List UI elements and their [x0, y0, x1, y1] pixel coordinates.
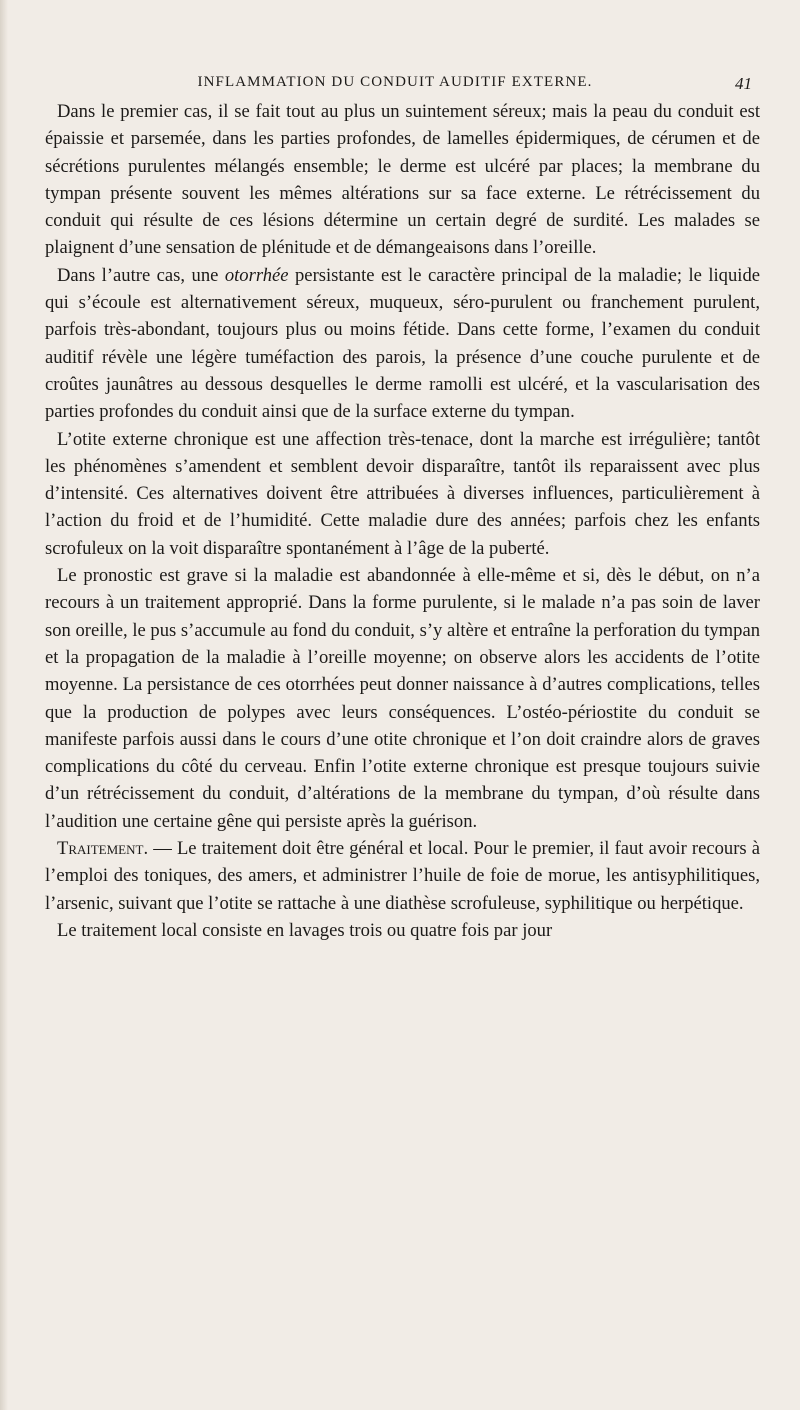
running-head: INFLAMMATION DU CONDUIT AUDITIF EXTERNE. [197, 74, 593, 90]
paragraph-6 [45, 917, 760, 944]
paragraph-text: Le traitement local consiste en lavages trois ou quatre fois par jour [57, 919, 553, 941]
paragraph-text-rest: persistante est le caractère principal de la maladie; le liquide qui s’écoule est alternativement séreux, muqueux, séro-purulent ou franchement purulent, parfois très-abondant, toujours plus ou moins fétide. Dans cette forme, l’examen du conduit auditif révèle une légère tuméfaction des parois, la présence d’une couche purulente et de croûtes jaunâtres au dessous desquelles le derme ramolli est ulcéré, et la vascularisation des parties profondes du conduit ainsi que de la surface externe du tympan. [45, 264, 760, 423]
paragraph-text-rest: — Le traitement doit être général et local. Pour le premier, il faut avoir recours à l’emploi des toniques, des amers, et administrer l’huile de foie de morue, les antisyphilitiques, l’arsenic, suivant que l’otite se rattache à une diathèse scrofuleuse, syphilitique ou herpétique. [45, 838, 760, 914]
section-lead-traitement: Traitement. [57, 838, 149, 860]
paragraph-text: L’otite externe chronique est une affection très-tenace, dont la marche est irrégulière; tantôt les phénomènes s’amendent et semblent devoir disparaître, tantôt ils reparaissent avec plus d’intensité. Ces alternatives doivent être attribuées à diverses influences, particulièrement à l’action du froid et de l’humidité. Cette maladie dure des années; parfois chez les enfants scrofuleux on la voit disparaître spontanément à l’âge de la puberté. [45, 428, 760, 559]
paragraph-1 [45, 98, 760, 262]
paragraph-3 [45, 426, 760, 562]
page-header [88, 74, 752, 100]
paragraph-2 [45, 262, 760, 426]
paragraph-4 [45, 562, 760, 835]
body-text [45, 98, 760, 944]
paragraph-text-start: Dans l’autre cas, une [57, 264, 225, 286]
page-spine-shadow [0, 0, 8, 1410]
paragraph-text: Dans le premier cas, il se fait tout au plus un suintement séreux; mais la peau du conduit est épaissie et parsemée, dans les parties profondes, de lamelles épidermiques, de cérumen et de sécrétions purulentes mélangés ensemble; le derme est ulcéré par places; la membrane du tympan présente souvent les mêmes altérations sur sa face externe. Le rétrécissement du conduit qui résulte de ces lésions détermine un certain degré de surdité. Les malades se plaignent d’une sensation de plénitude et de démangeaisons dans l’oreille. [45, 101, 760, 259]
italic-term-otorrhee: otorrhée [224, 264, 289, 286]
paragraph-text: Le pronostic est grave si la maladie est abandonnée à elle-même et si, dès le début, on n’a recours à un traitement approprié. Dans la forme purulente, si le malade n’a pas soin de laver son oreille, le pus s’accumule au fond du conduit, s’y altère et entraîne la perforation du tympan et la propagation de la maladie à l’oreille moyenne; on observe alors les accidents de l’otite moyenne. La persistance de ces otorrhées peut donner naissance à d’autres complications, telles que la production de polypes avec leurs conséquences. L’ostéo-périostite du conduit se manifeste parfois aussi dans le cours d’une otite chronique et l’on doit craindre alors de graves complications du côté du cerveau. Enfin l’otite externe chronique est presque toujours suivie d’un rétrécissement du conduit, d’altérations de la membrane du tympan, d’où résulte dans l’audition une certaine gêne qui persiste après la guérison. [45, 565, 760, 832]
paragraph-5 [45, 835, 760, 917]
page-number: 41 [735, 74, 752, 93]
